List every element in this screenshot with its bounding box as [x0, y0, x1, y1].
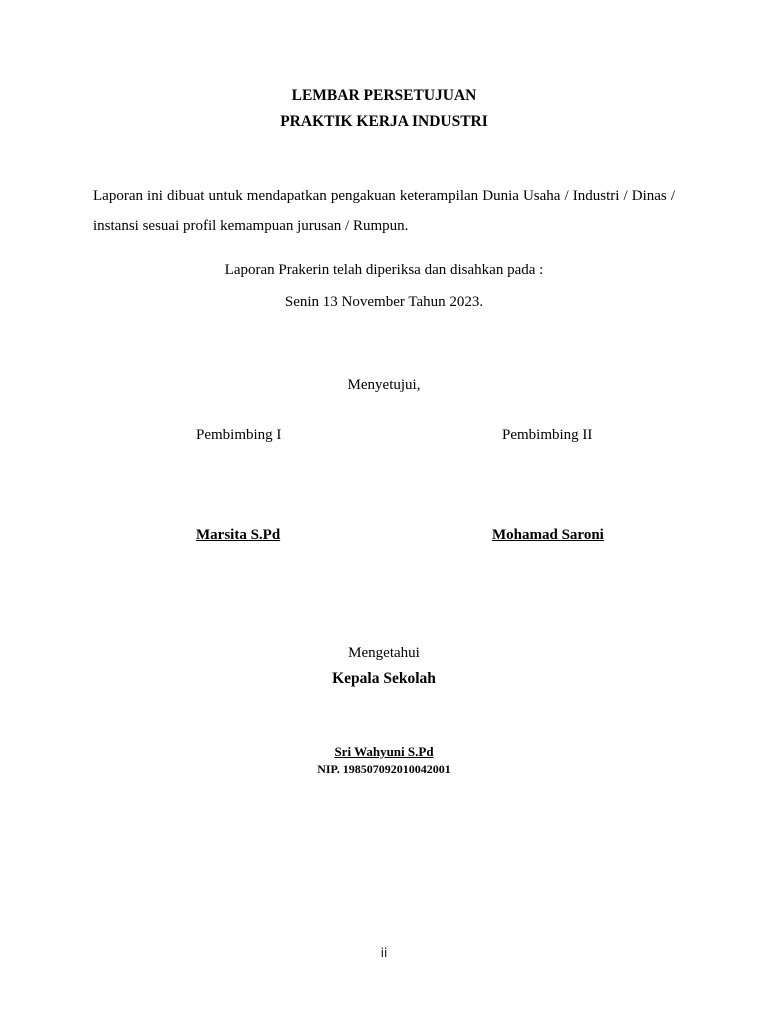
principal-title: Kepala Sekolah: [332, 670, 436, 687]
acknowledge-label: Mengetahui: [348, 645, 420, 661]
supervisor1-role: Pembimbing I: [196, 427, 282, 443]
checked-statement: Laporan Prakerin telah diperiksa dan disahkan pada :: [224, 262, 544, 278]
approval-label: Menyetujui,: [347, 377, 421, 393]
principal-nip: NIP. 198507092010042001: [317, 762, 451, 776]
principal-name: Sri Wahyuni S.Pd: [334, 744, 434, 759]
supervisor2-role: Pembimbing II: [502, 427, 593, 443]
page-number: ii: [380, 946, 388, 960]
title-line-1: LEMBAR PERSETUJUAN: [291, 87, 477, 104]
supervisor1-name: Marsita S.Pd: [196, 527, 281, 543]
supervisor2-name: Mohamad Saroni: [492, 527, 604, 543]
date-statement: Senin 13 November Tahun 2023.: [284, 294, 484, 310]
title-line-2: PRAKTIK KERJA INDUSTRI: [280, 113, 488, 130]
intro-paragraph: Laporan ini dibuat untuk mendapatkan pengakuan keterampilan Dunia Usaha / Industri / Dinas / instansi sesuai profil kemampuan jurusan / Rumpun.: [93, 188, 675, 234]
